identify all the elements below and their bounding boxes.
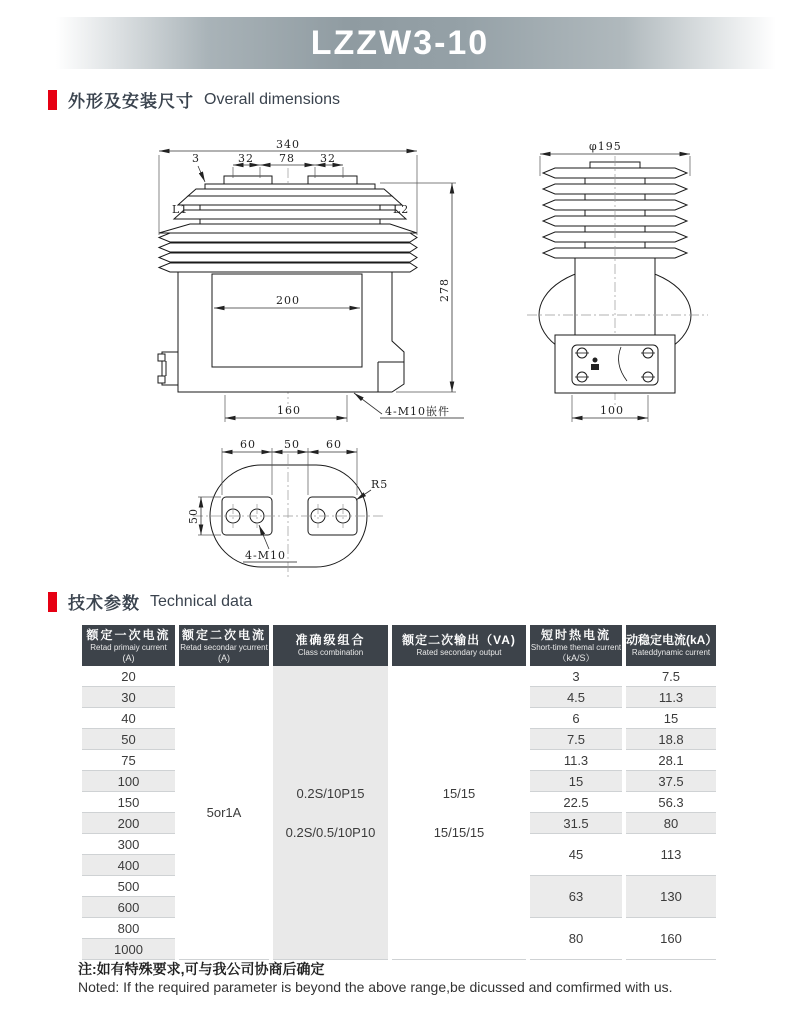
red-bar-icon bbox=[48, 90, 57, 110]
table-cell: 18.8 bbox=[626, 729, 716, 750]
table-cell: 80 bbox=[626, 813, 716, 834]
section-title-en: Technical data bbox=[150, 592, 253, 610]
table-cell: 100 bbox=[82, 771, 175, 792]
technical-data-table bbox=[78, 625, 720, 960]
note-chinese: 注:如有特殊要求,可与我公司协商后确定 bbox=[78, 961, 325, 977]
dim-100: 100 bbox=[600, 404, 624, 417]
dim-278: 278 bbox=[438, 278, 451, 302]
table-cell: 31.5 bbox=[530, 813, 622, 834]
table-cell: 300 bbox=[82, 834, 175, 855]
dim-60-right: 60 bbox=[326, 438, 342, 451]
col-header-class-combination: 准确级组合 Class combination bbox=[273, 625, 388, 666]
table-cell: 56.3 bbox=[626, 792, 716, 813]
dim-340: 340 bbox=[276, 138, 300, 151]
section-title-en: Overall dimensions bbox=[204, 90, 341, 108]
product-banner bbox=[0, 17, 800, 69]
table-cell: 20 bbox=[82, 666, 175, 687]
table-cell: 1000 bbox=[82, 939, 175, 960]
front-body-outline bbox=[158, 176, 417, 392]
table-cell: 600 bbox=[82, 897, 175, 918]
dim-60-left: 60 bbox=[240, 438, 256, 451]
table-cell: 11.3 bbox=[530, 750, 622, 771]
table-row bbox=[82, 666, 716, 687]
table-cell: 11.3 bbox=[626, 687, 716, 708]
table-cell: 50 bbox=[82, 729, 175, 750]
bottom-dimensions bbox=[187, 438, 388, 562]
label-4m10: 4-M10 bbox=[245, 549, 286, 562]
table-cell: 200 bbox=[82, 813, 175, 834]
front-view-drawing bbox=[130, 138, 475, 433]
bottom-view-drawing bbox=[185, 432, 435, 582]
table-cell: 37.5 bbox=[626, 771, 716, 792]
table-cell: 22.5 bbox=[530, 792, 622, 813]
col-header-thermal-current: 短时热电流 Short-time themal current （kA/S） bbox=[530, 625, 622, 666]
merged-cell-thermal: 80 bbox=[530, 918, 622, 960]
table-cell: 28.1 bbox=[626, 750, 716, 771]
dim-50-side: 50 bbox=[187, 508, 200, 524]
col-header-dynamic-current: 动稳定电流(kA） Rateddynamic current bbox=[626, 625, 716, 666]
merged-cell-thermal: 45 bbox=[530, 834, 622, 876]
table-cell: 30 bbox=[82, 687, 175, 708]
table-header-row bbox=[82, 625, 716, 666]
note-inserts: 4-M10嵌件 bbox=[385, 405, 450, 418]
dim-78: 78 bbox=[279, 152, 295, 165]
table-cell: 15 bbox=[626, 708, 716, 729]
label-l1: L1 bbox=[172, 203, 189, 216]
table-cell: 3 bbox=[530, 666, 622, 687]
side-terminal-box bbox=[555, 335, 675, 393]
merged-cell-dynamic: 113 bbox=[626, 834, 716, 876]
table-cell: 15 bbox=[530, 771, 622, 792]
dim-50-mid: 50 bbox=[284, 438, 300, 451]
merged-cell-dynamic: 160 bbox=[626, 918, 716, 960]
merged-cell-secondary-output: 15/15 15/15/15 bbox=[392, 666, 526, 960]
merged-cell-class-combination: 0.2S/10P15 0.2S/0.5/10P10 bbox=[273, 666, 388, 960]
table-cell: 4.5 bbox=[530, 687, 622, 708]
dim-160: 160 bbox=[277, 404, 301, 417]
section-title-zh: 技术参数 bbox=[68, 594, 140, 613]
dim-phi195: φ195 bbox=[589, 140, 622, 153]
table-cell: 75 bbox=[82, 750, 175, 771]
product-title: LZZW3-10 bbox=[310, 23, 490, 62]
side-view-drawing bbox=[525, 138, 710, 428]
col-header-primary-current: 额定一次电流 Retad primaiy current (A) bbox=[82, 625, 175, 666]
dim-32-right: 32 bbox=[320, 152, 336, 165]
table-cell: 400 bbox=[82, 855, 175, 876]
table-cell: 150 bbox=[82, 792, 175, 813]
terminal-glyph-icon bbox=[593, 358, 598, 363]
col-header-secondary-output: 额定二次输出（VA) Rated secondary output bbox=[392, 625, 526, 666]
dim-3: 3 bbox=[192, 152, 200, 165]
label-r5: R5 bbox=[371, 478, 389, 491]
table-cell: 800 bbox=[82, 918, 175, 939]
table-cell: 40 bbox=[82, 708, 175, 729]
table-cell: 6 bbox=[530, 708, 622, 729]
table-cell: 500 bbox=[82, 876, 175, 897]
note-english: Noted: If the required parameter is beyond the above range,be dicussed and comfirmed with us. bbox=[78, 979, 673, 995]
section-title-zh: 外形及安装尺寸 bbox=[68, 92, 194, 111]
dim-200: 200 bbox=[276, 294, 300, 307]
section-overall-dimensions bbox=[48, 87, 340, 112]
table-cell: 7.5 bbox=[530, 729, 622, 750]
section-technical-data bbox=[48, 589, 252, 614]
merged-cell-dynamic: 130 bbox=[626, 876, 716, 918]
merged-cell-thermal: 63 bbox=[530, 876, 622, 918]
dim-32-left: 32 bbox=[238, 152, 254, 165]
col-header-secondary-current: 额定二次电流 Retad secondar ycurrent (A) bbox=[179, 625, 269, 666]
label-l2: L2 bbox=[393, 203, 410, 216]
red-bar-icon bbox=[48, 592, 57, 612]
merged-cell-secondary-current: 5or1A bbox=[179, 666, 269, 960]
table-cell: 7.5 bbox=[626, 666, 716, 687]
